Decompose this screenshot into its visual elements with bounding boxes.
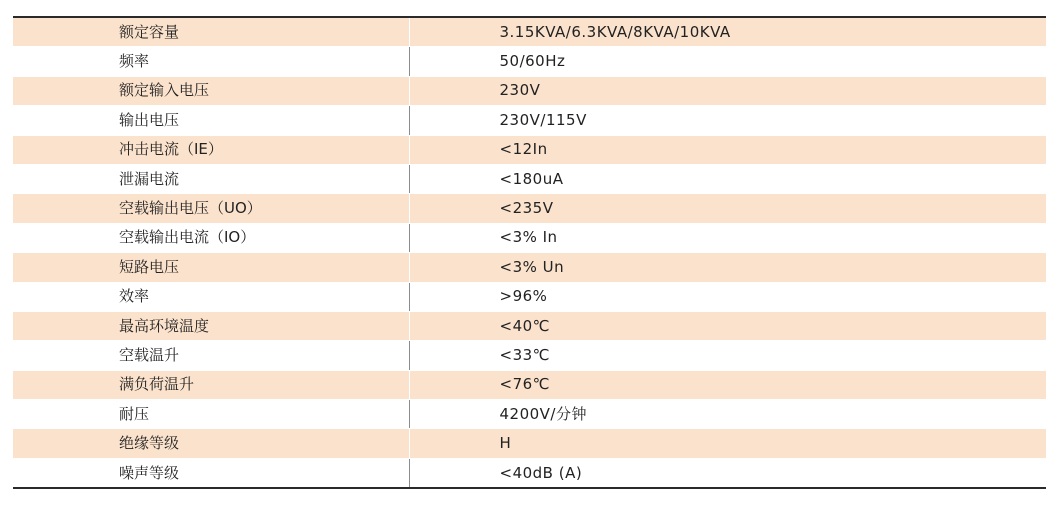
table-row	[13, 400, 1046, 429]
row-value: <76℃	[409, 370, 1046, 399]
row-value: <33℃	[409, 341, 1046, 370]
row-value: <180uA	[409, 164, 1046, 193]
table-row	[13, 253, 1046, 282]
row-label: 空载输出电流（IO）	[13, 223, 409, 252]
row-value: 3.15KVA/6.3KVA/8KVA/10KVA	[409, 17, 1046, 47]
row-label: 耐压	[13, 400, 409, 429]
row-value: 4200V/分钟	[409, 400, 1046, 429]
row-value: <235V	[409, 194, 1046, 223]
row-label: 输出电压	[13, 106, 409, 135]
row-value: 230V	[409, 76, 1046, 105]
table-row	[13, 429, 1046, 458]
row-value: >96%	[409, 282, 1046, 311]
row-value: <3% In	[409, 223, 1046, 252]
row-label: 频率	[13, 47, 409, 76]
row-value: H	[409, 429, 1046, 458]
row-label: 空载温升	[13, 341, 409, 370]
row-label: 空载输出电压（UO）	[13, 194, 409, 223]
row-value: 230V/115V	[409, 106, 1046, 135]
table-row	[13, 223, 1046, 252]
table-row	[13, 370, 1046, 399]
row-label: 额定输入电压	[13, 76, 409, 105]
table-row	[13, 458, 1046, 488]
row-label: 泄漏电流	[13, 164, 409, 193]
table-row	[13, 164, 1046, 193]
row-value: <40dB (A)	[409, 458, 1046, 488]
table-row	[13, 47, 1046, 76]
row-value: <40℃	[409, 311, 1046, 340]
row-value: <12In	[409, 135, 1046, 164]
row-label: 效率	[13, 282, 409, 311]
row-label: 噪声等级	[13, 458, 409, 488]
table-row	[13, 341, 1046, 370]
table-row	[13, 76, 1046, 105]
row-label: 最高环境温度	[13, 311, 409, 340]
row-value: <3% Un	[409, 253, 1046, 282]
table-row	[13, 17, 1046, 47]
row-label: 额定容量	[13, 17, 409, 47]
spec-table	[13, 16, 1046, 489]
table-row	[13, 282, 1046, 311]
table-row	[13, 106, 1046, 135]
row-label: 绝缘等级	[13, 429, 409, 458]
row-label: 短路电压	[13, 253, 409, 282]
row-label: 满负荷温升	[13, 370, 409, 399]
row-value: 50/60Hz	[409, 47, 1046, 76]
table-row	[13, 194, 1046, 223]
table-row	[13, 135, 1046, 164]
row-label: 冲击电流（IE）	[13, 135, 409, 164]
table-row	[13, 311, 1046, 340]
